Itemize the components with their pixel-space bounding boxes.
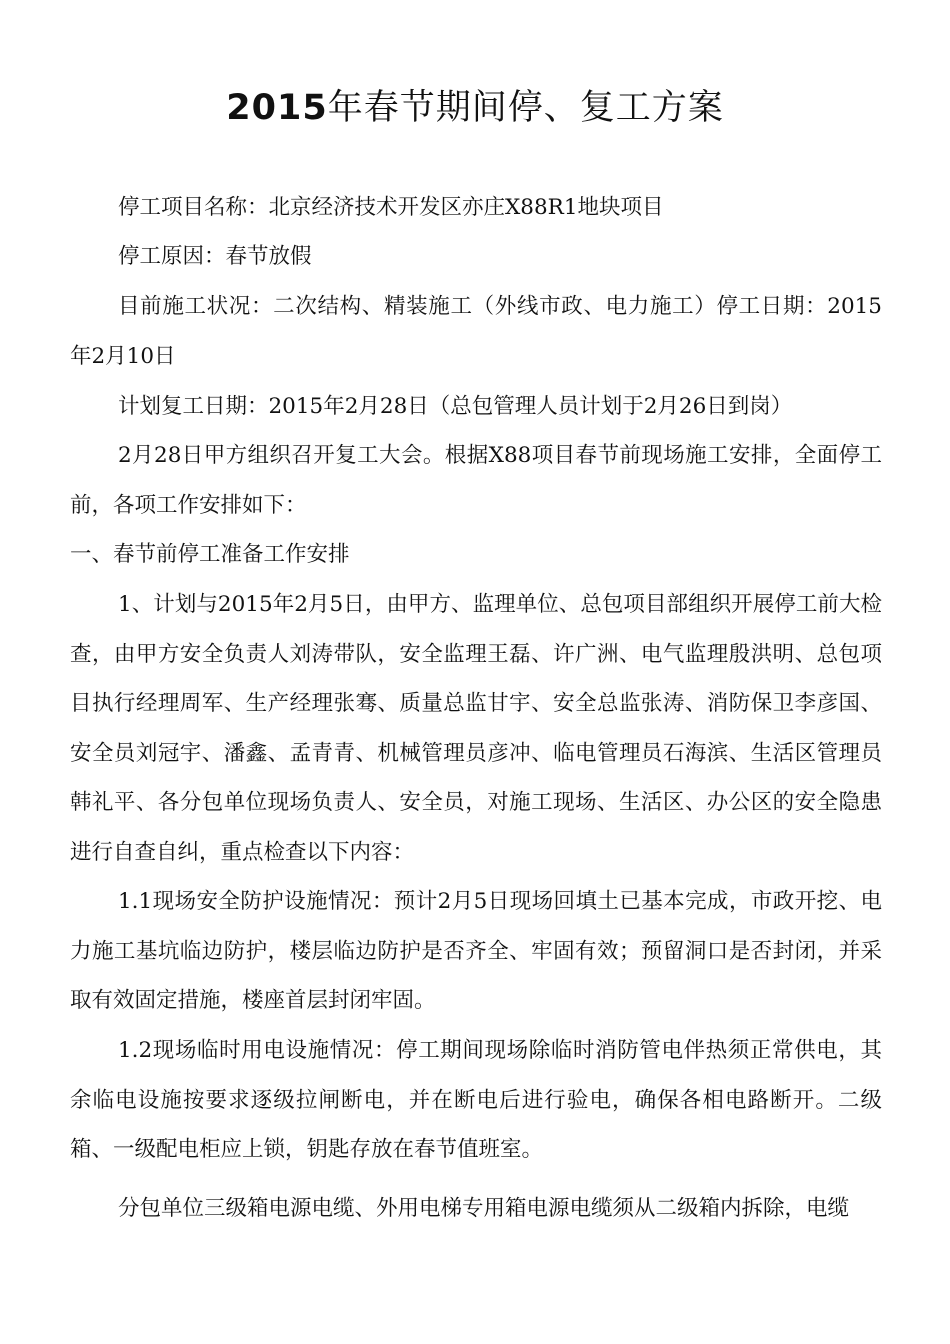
paragraph-project-name: 停工项目名称：北京经济技术开发区亦庄X88R1地块项目	[118, 195, 664, 220]
paragraph-stop-reason: 停工原因：春节放假	[118, 244, 312, 269]
section-heading-1: 一、春节前停工准备工作安排	[70, 542, 350, 567]
paragraph-subcontractor-cables: 分包单位三级箱电源电缆、外用电梯专用箱电源电缆须从二级箱内拆除，电缆	[118, 1196, 850, 1221]
paragraph-current-status: 目前施工状况：二次结构、精装施工（外线市政、电力施工）停工日期：2015年2月10日	[70, 294, 882, 369]
paragraph-item-1-1: 1.1现场安全防护设施情况：预计2月5日现场回填土已基本完成，市政开挖、电力施工基坑临边防护，楼层临边防护是否齐全、牢固有效；预留洞口是否封闭，并采取有效固定措施，楼座首层封闭牢固。	[70, 889, 882, 1013]
title-year: 2015	[226, 88, 328, 128]
paragraph-item-1-2: 1.2现场临时用电设施情况：停工期间现场除临时消防管电伴热须正常供电，其余临电设施按要求逐级拉闸断电，并在断电后进行验电，确保各相电路断开。二级箱、一级配电柜应上锁，钥匙存放在春节值班室。	[70, 1038, 882, 1162]
paragraph-item-1: 1、计划与2015年2月5日，由甲方、监理单位、总包项目部组织开展停工前大检查，由甲方安全负责人刘涛带队，安全监理王磊、许广洲、电气监理殷洪明、总包项目执行经理周军、生产经理张骞、质量总监甘宇、安全总监张涛、消防保卫李彦国、安全员刘冠宇、潘鑫、孟青青、机械管理员彦冲、临电管理员石海滨、生活区管理员韩礼平、各分包单位现场负责人、安全员，对施工现场、生活区、办公区的安全隐患进行自查自纠，重点检查以下内容：	[70, 592, 882, 865]
paragraph-resume-date: 计划复工日期：2015年2月28日（总包管理人员计划于2月26日到岗）	[118, 394, 793, 419]
document-title	[0, 80, 950, 130]
title-text: 年春节期间停、复工方案	[327, 88, 724, 128]
paragraph-resume-meeting: 2月28日甲方组织召开复工大会。根据X88项目春节前现场施工安排，全面停工前，各项工作安排如下：	[70, 443, 882, 518]
